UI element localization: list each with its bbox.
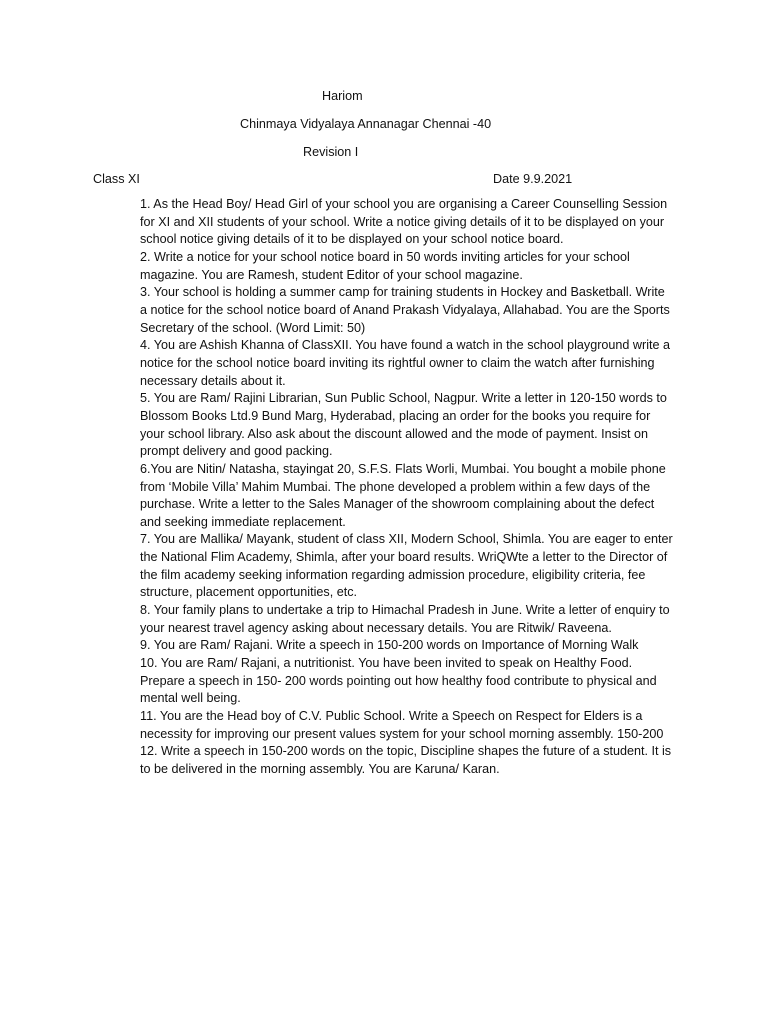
class-label: Class XI — [93, 172, 140, 186]
question-item: 6.You are Nitin/ Natasha, stayingat 20, S.F.S. Flats Worli, Mumbai. You bought a mobile phone from ‘Mobile Villa’ Mahim Mumbai. The phone developed a problem within a few days of the purchase. Write a letter to the Sales Manager of the showroom complaining about the defect and seeking immediate replacement. — [140, 461, 666, 529]
question-item: 1. As the Head Boy/ Head Girl of your school you are organising a Career Counselling Session for XI and XII students of your school. Write a notice giving details of it to be displayed on your school notice giving details of it to be displayed on your school notice board. — [140, 197, 668, 247]
question-item: 12. Write a speech in 150-200 words on the topic, Discipline shapes the future of a student. It is to be delivered in the morning assembly. You are Karuna/ Karan. — [140, 744, 672, 776]
question-item: 11. You are the Head boy of C.V. Public School. Write a Speech on Respect for Elders is a necessity for improving our present values system for your school morning assembly. 150-200 — [140, 709, 664, 741]
page-title: Revision I — [303, 145, 359, 159]
question-item: 4. You are Ashish Khanna of ClassXII. You have found a watch in the school playground write a notice for the school notice board inviting its rightful owner to claim the watch after furnishing necessary details about it. — [140, 338, 670, 388]
question-list — [140, 196, 674, 779]
question-item: 5. You are Ram/ Rajini Librarian, Sun Public School, Nagpur. Write a letter in 120-150 words to Blossom Books Ltd.9 Bund Marg, Hyderabad, placing an order for the books you require for your school library. Also ask about the discount allowed and the mode of payment. Insist on prompt delivery and good packing. — [140, 391, 667, 459]
question-item: 2. Write a notice for your school notice board in 50 words inviting articles for your school magazine. You are Ramesh, student Editor of your school magazine. — [140, 249, 630, 282]
question-item: 3. Your school is holding a summer camp for training students in Hockey and Basketball. Write a notice for the school notice board of Anand Prakash Vidyalaya, Allahabad. You are the Sports Secretary of the school. (Word Limit: 50) — [140, 285, 670, 335]
question-item: 9. You are Ram/ Rajani. Write a speech in 150-200 words on Importance of Morning Walk — [140, 638, 639, 653]
question-item: 7. You are Mallika/ Mayank, student of class XII, Modern School, Shimla. You are eager to enter the National Flim Academy, Shimla, after your board results. WriQWte a letter to the Director of the film academy seeking information regarding admission procedure, eligibility criteria, fee structure, placement opportunities, etc. — [140, 532, 673, 600]
school-name: Chinmaya Vidyalaya Annanagar Chennai -40 — [240, 117, 492, 131]
student-name: Hariom — [322, 89, 363, 103]
date-label: Date 9.9.2021 — [493, 172, 573, 186]
question-item: 8. Your family plans to undertake a trip to Himachal Pradesh in June. Write a letter of enquiry to your nearest travel agency asking about necessary details. You are Ritwik/ Raveena. — [140, 603, 670, 635]
question-item: 10. You are Ram/ Rajani, a nutritionist. You have been invited to speak on Healthy Food. Prepare a speech in 150- 200 words pointing out how healthy food contribute to physical and mental well being. — [140, 656, 657, 706]
